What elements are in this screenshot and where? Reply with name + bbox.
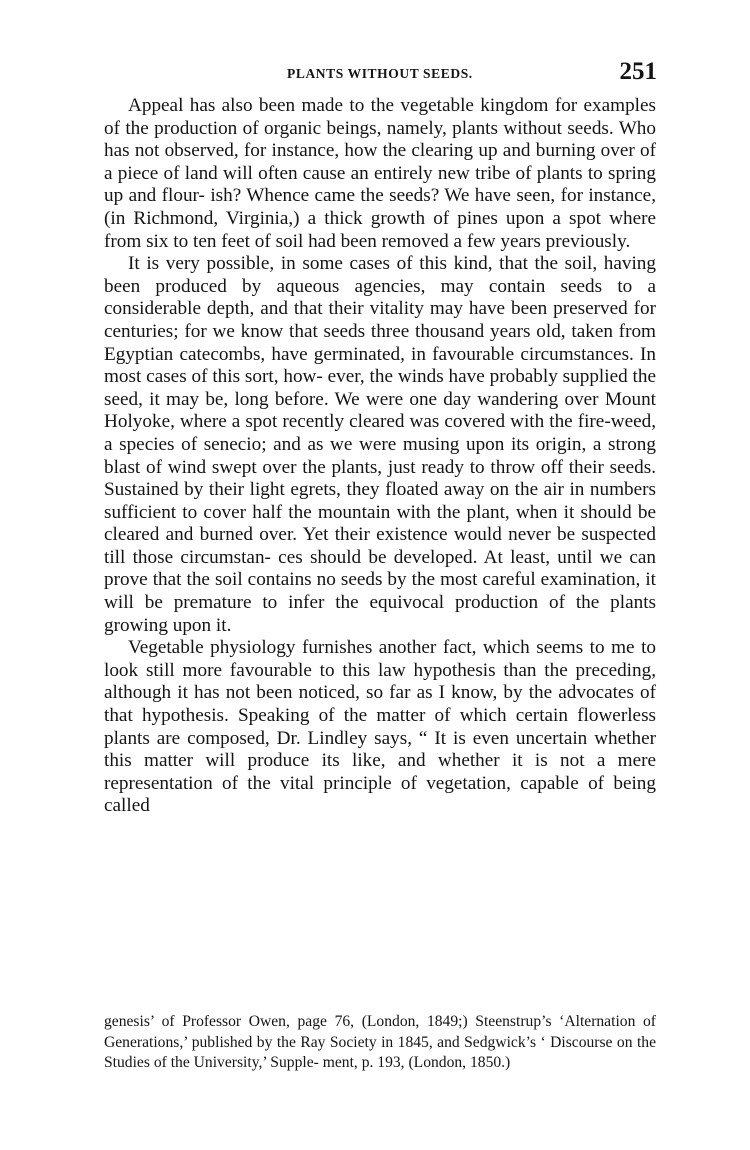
footnote-text: genesis’ of Professor Owen, page 76, (London, 1849;) Steenstrup’s ‘Alternation of Generations,’ published by the Ray Society in 1845, and Sedgwick’s ‘ Discourse on the Studies of the University,’ Supple- ment, p. 193, (London, 1850.) <box>104 1013 656 1071</box>
page-number: 251 <box>619 58 657 85</box>
paragraph-soil-seeds: It is very possible, in some cases of this kind, that the soil, having been produced by aqueous agencies, may contain seeds to a considerable depth, and that their vitality may have been preserved for centuries; for we know that seeds three thousand years old, taken from Egyptian catecombs, have germinated, in favourable circumstances. In most cases of this sort, how- ever, the winds have probably supplied the seed, it may be, long before. We were one day wandering over Mount Holyoke, where a spot recently cleared was covered with the fire-weed, a species of senecio; and as we were musing upon its origin, a strong blast of wind swept over the plants, just ready to throw off their seeds. Sustained by their light egrets, they floated away on the air in numbers sufficient to cover half the mountain with the plant, when it should be cleared and burned over. Yet their existence would never be suspected till those circumstan- ces should be developed. At least, until we can prove that the soil contains no seeds by the most careful examination, it will be premature to infer the equivocal production of the plants growing upon it. <box>104 253 656 636</box>
page-header <box>102 58 657 88</box>
paragraph-vegetable-physiology: Vegetable physiology furnishes another fact, which seems to me to look still more favourable to this law hypothesis than the preceding, although it has not been noticed, so far as I know, by the advocates of that hypothesis. Speaking of the matter of which certain flowerless plants are composed, Dr. Lindley says, “ It is even uncertain whether this matter will produce its like, and whether it is not a mere representation of the vital principle of vegetation, capable of being called <box>104 637 656 817</box>
body-text <box>104 95 656 818</box>
running-head: PLANTS WITHOUT SEEDS. <box>287 66 473 81</box>
footnote <box>104 1012 656 1074</box>
paragraph-appeal: Appeal has also been made to the vegetable kingdom for examples of the production of organic beings, namely, plants without seeds. Who has not observed, for instance, how the clearing up and burning over of a piece of land will often cause an entirely new tribe of plants to spring up and flour- ish? Whence came the seeds? We have seen, for instance, (in Richmond, Virginia,) a thick growth of pines upon a spot where from six to ten feet of soil had been removed a few years previously. <box>104 95 656 252</box>
